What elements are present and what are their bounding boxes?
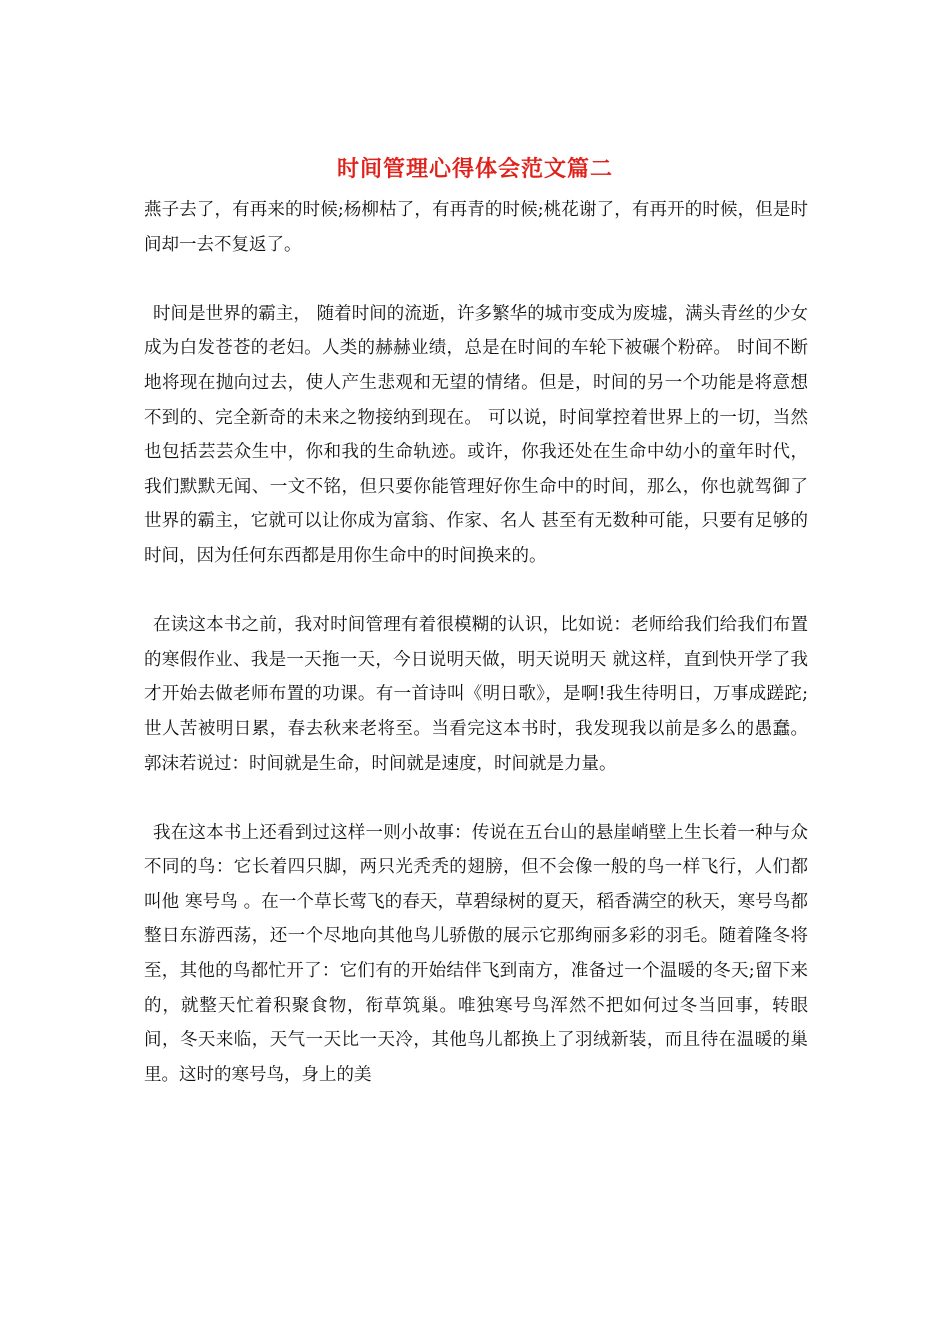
paragraph-1: 燕子去了，有再来的时候;杨柳枯了，有再青的时候;桃花谢了，有再开的时候，但是时间却一去不复返了。 [144, 200, 808, 255]
document-body [144, 193, 808, 1127]
paragraph-4: 我在这本书上还看到过这样一则小故事：传说在五台山的悬崖峭壁上生长着一种与众不同的鸟：它长着四只脚，两只光秃秃的翅膀，但不会像一般的鸟一样飞行，人们都叫他 寒号鸟 。在一个草长莺飞的春天，草碧绿树的夏天，稻香满空的秋天，寒号鸟都整日东游西荡，还一个尽地向其他鸟儿骄傲的展示它那绚丽多彩的羽毛。随着隆冬将至，其他的鸟都忙开了：它们有的开始结伴飞到南方，准备过一个温暖的冬天;留下来的，就整天忙着积聚食物，衔草筑巢。唯独寒号鸟浑然不把如何过冬当回事，转眼间，冬天来临，天气一天比一天冷，其他鸟儿都换上了羽绒新装，而且待在温暖的巢里。这时的寒号鸟，身上的美 [144, 822, 808, 1085]
page-title: 时间管理心得体会范文篇二 [336, 156, 613, 182]
paragraph-3: 在读这本书之前，我对时间管理有着很模糊的认识，比如说：老师给我们给我们布置的寒假作业、我是一天拖一天，今日说明天做，明天说明天 就这样，直到快开学了我才开始去做老师布置的功课。有一首诗叫《明日歌》，是啊!我生待明日，万事成蹉跎;世人苦被明日累，春去秋来老将至。当看完这本书时，我发现我以前是多么的愚蠢。郭沫若说过：时间就是生命，时间就是速度，时间就是力量。 [144, 615, 808, 774]
paragraph-2: 时间是世界的霸主， 随着时间的流逝，许多繁华的城市变成为废墟，满头青丝的少女成为白发苍苍的老妇。人类的赫赫业绩，总是在时间的车轮下被碾个粉碎。 时间不断地将现在抛向过去，使人产生悲观和无望的情绪。但是，时间的另一个功能是将意想不到的、完全新奇的未来之物接纳到现在。 可以说，时间掌控着世界上的一切，当然也包括芸芸众生中，你和我的生命轨迹。或许，你我还处在生命中幼小的童年时代，我们默默无闻、一文不铭，但只要你能管理好你生命中的时间，那么，你也就驾御了世界的霸主，它就可以让你成为富翁、作家、名人 甚至有无数种可能，只要有足够的时间，因为任何东西都是用你生命中的时间换来的。 [144, 303, 808, 566]
